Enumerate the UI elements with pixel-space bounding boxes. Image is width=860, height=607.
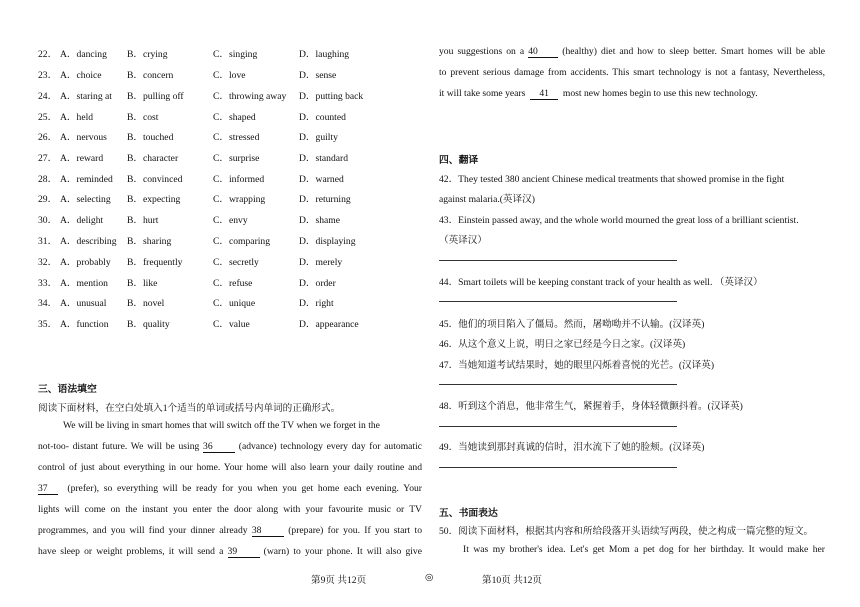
question-43-line-1: 43．Einstein passed away, and the whole world mourned the great loss of a brilliant scientist. <box>439 215 799 226</box>
option-c[interactable]: C．stressed <box>213 132 260 143</box>
option-c[interactable]: C．wrapping <box>213 194 266 205</box>
question-number: 32． <box>38 257 58 268</box>
option-a[interactable]: A．reminded <box>60 174 113 185</box>
option-c[interactable]: C．envy <box>213 215 248 226</box>
question-number: 23． <box>38 70 58 81</box>
question-number: 26． <box>38 132 58 143</box>
option-a[interactable]: A．probably <box>60 257 111 268</box>
option-b[interactable]: B．concern <box>127 70 174 81</box>
answer-line-47[interactable] <box>439 384 677 385</box>
answer-line-48[interactable] <box>439 426 677 427</box>
option-a[interactable]: A．describing <box>60 236 117 247</box>
option-b[interactable]: B．cost <box>127 112 159 123</box>
option-b[interactable]: B．touched <box>127 132 174 143</box>
question-50: 50．阅读下面材料，根据其内容和所给段落开头语续写两段，使之构成一篇完整的短文。 <box>439 526 814 537</box>
option-d[interactable]: D．right <box>299 298 334 309</box>
blank-39[interactable]: 39 <box>228 547 260 558</box>
blank-38[interactable]: 38 <box>252 526 284 537</box>
option-c[interactable]: C．singing <box>213 49 258 60</box>
question-49: 49．当她读到那封真诚的信时，泪水流下了她的脸颊。(汉译英) <box>439 442 705 453</box>
option-a[interactable]: A．choice <box>60 70 102 81</box>
option-d[interactable]: D．shame <box>299 215 341 226</box>
question-number: 24． <box>38 91 58 102</box>
option-c[interactable]: C．comparing <box>213 236 271 247</box>
option-a[interactable]: A．reward <box>60 153 104 164</box>
question-number: 33． <box>38 278 58 289</box>
option-a[interactable]: A．delight <box>60 215 104 226</box>
option-c[interactable]: C．shaped <box>213 112 256 123</box>
passage-line-4: 37 (prefer), so everything will be ready for you when you get home each evening. Your <box>38 483 422 494</box>
option-d[interactable]: D．warned <box>299 174 344 185</box>
center-symbol-icon: ◎ <box>425 572 434 583</box>
page-number-left: 第9页 共12页 <box>311 575 367 586</box>
question-number: 30． <box>38 215 58 226</box>
passage-line-2: not-too- distant future. We will be using 36 (advance) technology every day for automatic <box>38 441 423 452</box>
passage-line-6: programmes, and you will find your dinner already 38 (prepare) for you. If you start to <box>38 525 423 536</box>
option-d[interactable]: D．standard <box>299 153 349 164</box>
option-a[interactable]: A．function <box>60 319 109 330</box>
question-42-line-2: against malaria.(英译汉) <box>439 194 535 205</box>
option-b[interactable]: B．character <box>127 153 179 164</box>
option-a[interactable]: A．dancing <box>60 49 107 60</box>
option-c[interactable]: C．informed <box>213 174 265 185</box>
option-b[interactable]: B．sharing <box>127 236 172 247</box>
option-d[interactable]: D．counted <box>299 112 346 123</box>
option-d[interactable]: D．appearance <box>299 319 359 330</box>
option-d[interactable]: D．guilty <box>299 132 338 143</box>
blank-37[interactable]: 37 <box>38 484 58 495</box>
question-number: 22． <box>38 49 58 60</box>
passage-line-5: lights will come on the instant you enter the door along with your favourite music or TV <box>38 504 422 515</box>
option-b[interactable]: B．hurt <box>127 215 159 226</box>
question-number: 25． <box>38 112 58 123</box>
option-c[interactable]: C．unique <box>213 298 256 309</box>
option-d[interactable]: D．laughing <box>299 49 350 60</box>
option-c[interactable]: C．secretly <box>213 257 259 268</box>
option-a[interactable]: A．unusual <box>60 298 107 309</box>
question-number: 35． <box>38 319 58 330</box>
option-d[interactable]: D．displaying <box>299 236 356 247</box>
option-c[interactable]: C．love <box>213 70 246 81</box>
option-d[interactable]: D．sense <box>299 70 337 81</box>
option-c[interactable]: C．value <box>213 319 250 330</box>
option-c[interactable]: C．refuse <box>213 278 253 289</box>
question-number: 29． <box>38 194 58 205</box>
passage-line-1: We will be living in smart homes that will switch off the TV when we forget in the <box>63 420 380 431</box>
question-number: 27． <box>38 153 58 164</box>
blank-41[interactable]: 41 <box>530 89 558 100</box>
blank-40[interactable]: 40 <box>528 47 558 58</box>
option-b[interactable]: B．expecting <box>127 194 181 205</box>
question-47: 47．当她知道考试结果时，她的眼里闪烁着喜悦的光芒。(汉译英) <box>439 360 715 371</box>
option-b[interactable]: B．convinced <box>127 174 183 185</box>
section5-title: 五、书面表达 <box>439 508 498 519</box>
option-d[interactable]: D．returning <box>299 194 351 205</box>
option-b[interactable]: B．novel <box>127 298 165 309</box>
option-c[interactable]: C．surprise <box>213 153 260 164</box>
question-number: 31． <box>38 236 58 247</box>
question-44: 44．Smart toilets will be keeping constant track of your health as well. （英译汉） <box>439 277 763 288</box>
option-b[interactable]: B．like <box>127 278 158 289</box>
passage-line-7: have sleep or weight problems, it will send a 39 (warn) to your phone. It will also give <box>38 546 422 557</box>
page-number-right: 第10页 共12页 <box>482 575 542 586</box>
question-46: 46．从这个意义上说，明日之家已经是今日之家。(汉译英) <box>439 339 686 350</box>
passage-line-9: to prevent serious damage from accidents. This smart technology is not a fantasy, Nevertheless, <box>439 67 825 78</box>
option-d[interactable]: D．order <box>299 278 336 289</box>
option-a[interactable]: A．nervous <box>60 132 107 143</box>
writing-prompt-line: It was my brother's idea. Let's get Mom a pet dog for her birthday. It would make her <box>463 544 825 555</box>
option-a[interactable]: A．staring at <box>60 91 112 102</box>
section3-instruction: 阅读下面材料，在空白处填入1个适当的单词或括号内单词的正确形式。 <box>38 403 341 414</box>
answer-line-44[interactable] <box>439 301 677 302</box>
passage-line-10: it will take some years 41 most new homes begin to use this new technology. <box>439 88 758 99</box>
option-b[interactable]: B．frequently <box>127 257 183 268</box>
option-a[interactable]: A．held <box>60 112 94 123</box>
option-a[interactable]: A．mention <box>60 278 108 289</box>
section3-title: 三、语法填空 <box>38 384 97 395</box>
section4-title: 四、翻译 <box>439 155 479 166</box>
option-c[interactable]: C．throwing away <box>213 91 287 102</box>
answer-line-49[interactable] <box>439 467 677 468</box>
option-b[interactable]: B．pulling off <box>127 91 184 102</box>
option-b[interactable]: B．crying <box>127 49 168 60</box>
answer-line-43[interactable] <box>439 260 677 261</box>
question-number: 28． <box>38 174 58 185</box>
option-b[interactable]: B．quality <box>127 319 170 330</box>
question-43-line-2: （英译汉） <box>439 235 487 246</box>
passage-line-8: you suggestions on a 40 (healthy) diet and how to sleep better. Smart homes will be able <box>439 46 826 57</box>
question-42-line-1: 42．They tested 380 ancient Chinese medical treatments that showed promise in the fight <box>439 174 785 185</box>
option-d[interactable]: D．putting back <box>299 91 364 102</box>
question-45: 45．他们的项目陷入了僵局。然而，屠呦呦并不认输。(汉译英) <box>439 319 705 330</box>
option-a[interactable]: A．selecting <box>60 194 111 205</box>
passage-line-3: control of just about everything in our home. Your home will also learn your daily routine and <box>38 462 422 473</box>
question-48: 48．听到这个消息，他非常生气，紧握着手，身体轻微颤抖着。(汉译英) <box>439 401 743 412</box>
question-number: 34． <box>38 298 58 309</box>
blank-36[interactable]: 36 <box>203 442 235 453</box>
option-d[interactable]: D．merely <box>299 257 343 268</box>
